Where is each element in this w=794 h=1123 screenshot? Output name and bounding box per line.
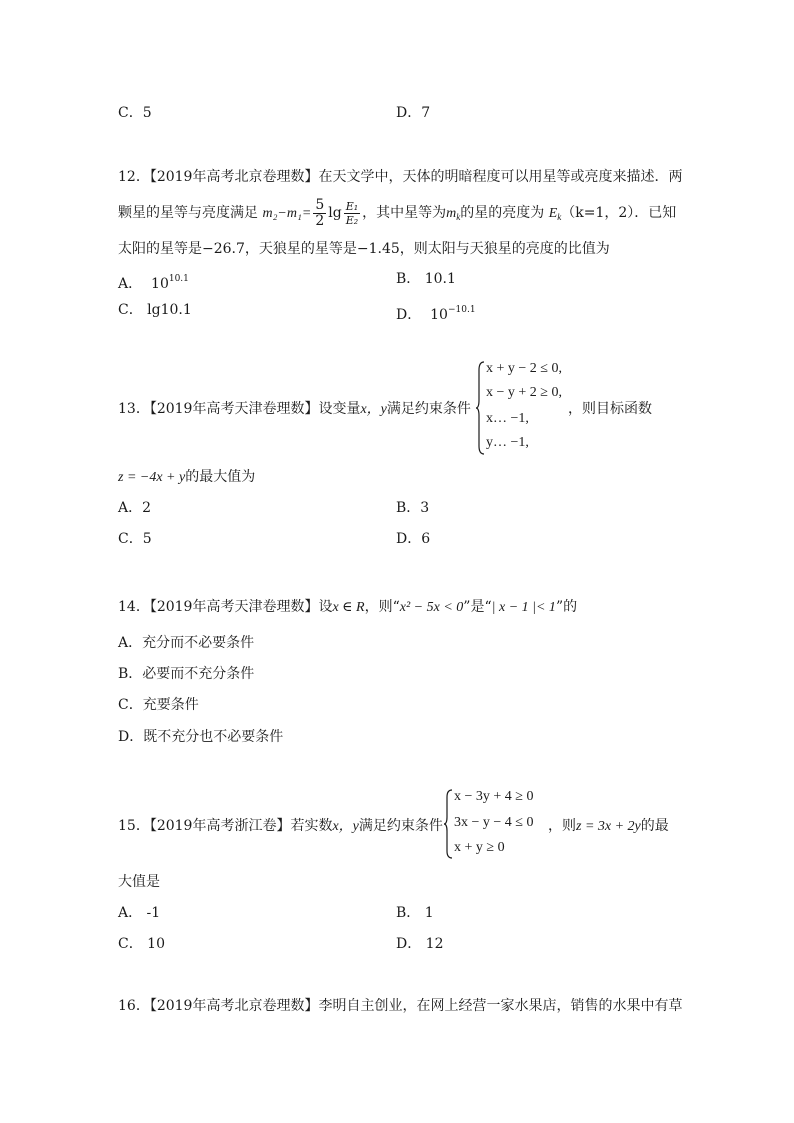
q13-prefix: 13．【2019年高考天津卷理数】设变量 [118, 401, 361, 417]
q15-stem-line2: 大值是 [118, 874, 160, 890]
q14-option-c: C．充要条件 [118, 697, 199, 713]
q16-stem-line1: 16．【2019年高考北京卷理数】李明自主创业，在网上经营一家水果店，销售的水果中有草 [118, 998, 683, 1014]
q12-e-den: E₂ [345, 213, 359, 227]
q12-option-a [118, 270, 189, 293]
q15-option-c: C． 10 [118, 936, 165, 952]
q13-option-c: C．5 [118, 531, 152, 547]
q12-option-c: C． lg10.1 [118, 302, 192, 318]
q13-constraint-4: y… −1, [486, 435, 529, 450]
q12-e-fraction [344, 200, 360, 227]
q12-option-b: B． 10.1 [396, 271, 456, 287]
q15-stem-tail [548, 817, 669, 836]
q12-mk: m [446, 206, 457, 221]
q14-option-d: D．既不充分也不必要条件 [118, 729, 284, 745]
q12-option-a-exp: 10.1 [168, 274, 189, 284]
q15-stem-line1 [118, 817, 443, 836]
q14-cond2: x² − 5x < 0 [399, 600, 464, 615]
q13-constraint-3: x… −1, [486, 411, 529, 426]
q15-vars: x，y [332, 819, 359, 834]
q15-prefix: 15．【2019年高考浙江卷】若实数 [118, 818, 333, 834]
q13-line2-text: 的最大值为 [185, 469, 256, 485]
q15-constraint-2: 3x − y − 4 ≤ 0 [454, 815, 534, 830]
q15-target: z = 3x + 2y [576, 819, 641, 834]
q13-vars: x，y [360, 402, 387, 417]
q12-option-a-label: A． [118, 276, 143, 292]
q13-constraint-2: x − y + 2 ≥ 0, [486, 385, 562, 400]
q13-option-d: D．6 [396, 531, 431, 547]
q15-brace-icon [444, 788, 454, 860]
q12-fraction [313, 198, 326, 229]
q13-suffix: ，则目标函数 [568, 401, 652, 417]
q12-formula-lhs: m₂−m₁= [262, 206, 312, 221]
q12-frac-den: 2 [315, 212, 325, 229]
q11-option-c: C．5 [118, 105, 152, 121]
q12-option-d-base: 10 [430, 307, 448, 323]
q11-option-d: D．7 [396, 105, 431, 121]
q12-lg: lg [328, 205, 342, 221]
q15-mid: 满足约束条件 [358, 818, 443, 834]
q12-ek-sub: k [557, 212, 562, 222]
q13-mid: 满足约束条件 [386, 401, 471, 417]
q12-option-d [396, 301, 476, 324]
q14-stem [118, 598, 577, 617]
q15-constraint-system [444, 788, 554, 860]
q13-stem-line1 [118, 400, 471, 419]
q13-brace-icon [476, 360, 486, 456]
q13-objective: z = −4x + y [118, 470, 186, 485]
q13-stem-line2 [118, 468, 255, 487]
q12-text-c: 的星的亮度为 [460, 205, 545, 221]
q12-option-a-base: 10 [151, 276, 169, 292]
q15-constraint-3: x + y ≥ 0 [454, 840, 505, 855]
q15-option-a: A． -1 [118, 905, 161, 921]
q14-mid1: ，则“ [364, 599, 400, 615]
q14-prefix: 14．【2019年高考天津卷理数】设 [118, 599, 333, 615]
q13-option-b: B．3 [396, 500, 430, 516]
q12-text-d: （k=1，2）．已知 [561, 205, 677, 221]
q13-constraint-1: x + y − 2 ≤ 0, [486, 361, 562, 376]
q12-mk-sub: k [456, 212, 461, 222]
q14-cond1: x ∈ R [332, 600, 365, 615]
q15-constraint-1: x − 3y + 4 ≥ 0 [454, 789, 534, 804]
q14-mid2: ”是“ [463, 599, 492, 615]
q12-stem-line2 [118, 196, 676, 234]
q12-text-b: ，其中星等为 [362, 205, 447, 221]
q15-option-b: B． 1 [396, 905, 434, 921]
q14-option-b: B．必要而不充分条件 [118, 666, 255, 682]
q15-suffix: 的最 [640, 818, 669, 834]
q14-suffix: ”的 [555, 599, 578, 615]
q12-option-d-label: D． [396, 307, 422, 323]
q12-e-num: E₁ [345, 199, 359, 213]
q12-stem-line3: 太阳的星等是−26.7，天狼星的星等是−1.45，则太阳与天狼星的亮度的比值为 [118, 241, 610, 257]
q12-ek: E [548, 206, 558, 221]
q12-option-d-exp: −10.1 [447, 305, 476, 315]
q14-cond3: | x − 1 |< 1 [491, 600, 556, 615]
q12-frac-num: 5 [315, 196, 325, 213]
q12-stem-line1: 12．【2019年高考北京卷理数】在天文学中，天体的明暗程度可以用星等或亮度来描述．两 [118, 169, 683, 185]
q14-option-a: A．充分而不必要条件 [118, 635, 255, 651]
q15-mid2: ，则 [548, 818, 576, 834]
q15-option-d: D． 12 [396, 936, 444, 952]
q13-constraint-system [476, 360, 576, 456]
q12-text-a: 颗星的星等与亮度满足 [118, 205, 258, 221]
q13-option-a: A．2 [118, 500, 152, 516]
